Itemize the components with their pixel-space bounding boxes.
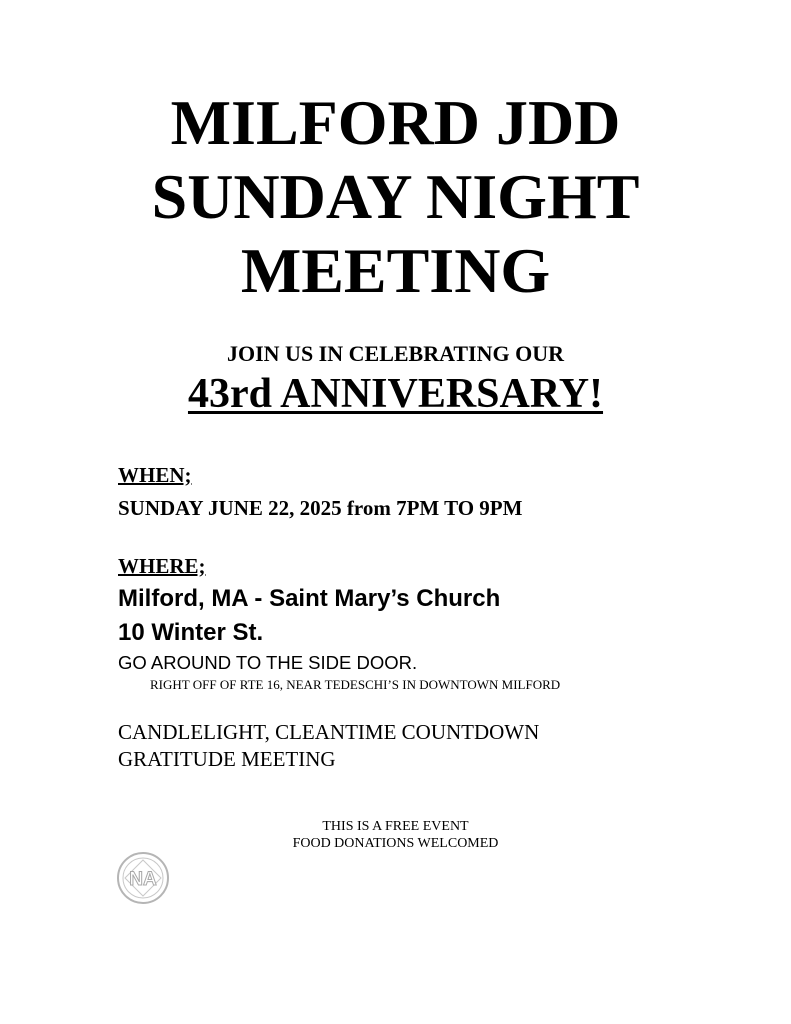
program-line-1: CANDLELIGHT, CLEANTIME COUNTDOWN (118, 720, 540, 744)
celebration-invite: JOIN US IN CELEBRATING OUR (227, 341, 564, 366)
free-event-note: THIS IS A FREE EVENT (322, 819, 469, 834)
title-line-1: MILFORD JDD (170, 87, 621, 158)
where-place: Milford, MA - Saint Mary’s Church (118, 585, 501, 612)
where-directions: RIGHT OFF OF RTE 16, NEAR TEDESCHI’S IN DOWNTOWN MILFORD (150, 677, 561, 692)
title-line-2: SUNDAY NIGHT (151, 161, 640, 232)
when-label: WHEN; (118, 463, 192, 487)
where-street: 10 Winter St. (118, 619, 264, 646)
title-line-3: MEETING (240, 235, 551, 306)
food-donations-note: FOOD DONATIONS WELCOMED (292, 836, 499, 851)
program-line-2: GRATITUDE MEETING (118, 747, 336, 771)
where-label: WHERE; (118, 554, 206, 578)
anniversary-heading: 43rd ANNIVERSARY! (187, 371, 604, 417)
na-logo-icon (116, 851, 170, 905)
na-logo-text: NA (129, 869, 157, 890)
where-side-door: GO AROUND TO THE SIDE DOOR. (118, 652, 418, 673)
flyer-title (0, 86, 791, 308)
when-value: SUNDAY JUNE 22, 2025 from 7PM TO 9PM (118, 496, 523, 520)
